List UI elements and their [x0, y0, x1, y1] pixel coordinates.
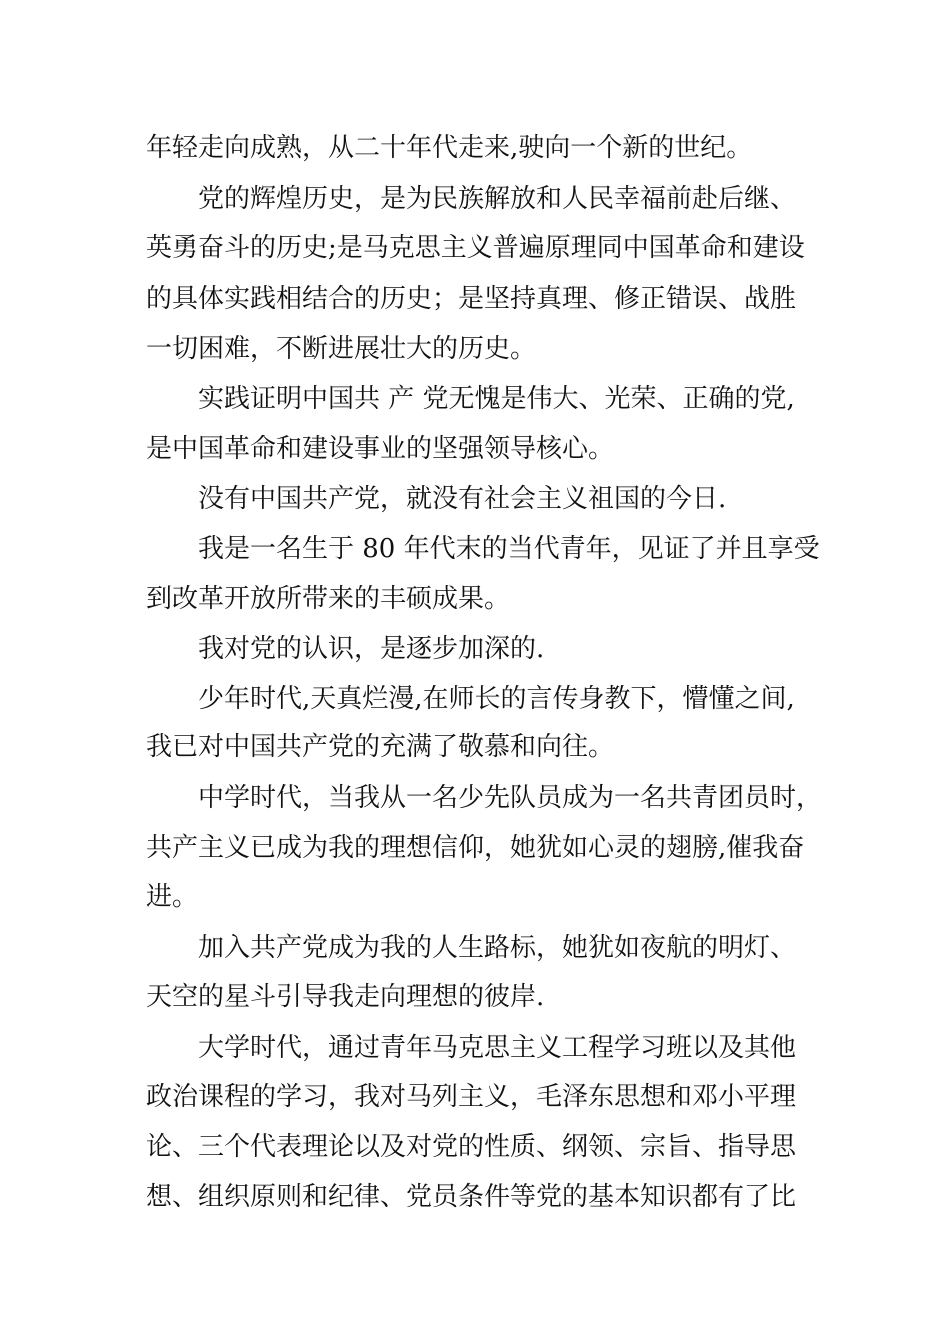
- text-line: 加入共产党成为我的人生路标，她犹如夜航的明灯、: [198, 933, 797, 963]
- text-line: 实践证明中国共 产 党无愧是伟大、光荣、正确的党,: [198, 384, 795, 414]
- text-line: 天空的星斗引导我走向理想的彼岸.: [146, 982, 545, 1012]
- text-line: 的具体实践相结合的历史；是坚持真理、修正错误、战胜: [146, 284, 797, 314]
- text-line: 英勇奋斗的历史;是马克思主义普遍原理同中国革命和建设: [146, 233, 805, 263]
- text-line: 一切困难，不断进展壮大的历史。: [146, 334, 537, 364]
- text-line: 年轻走向成熟，从二十年代走来,驶向一个新的世纪。: [146, 133, 753, 163]
- text-line: 我是一名生于 80 年代末的当代青年，见证了并且享受: [198, 534, 820, 564]
- text-line: 少年时代,天真烂漫,在师长的言传身教下，懵懂之间,: [198, 684, 795, 714]
- text-line: 党的辉煌历史，是为民族解放和人民幸福前赴后继、: [198, 184, 797, 214]
- text-line: 我对党的认识，是逐步加深的.: [198, 634, 545, 664]
- text-line: 进。: [146, 882, 199, 912]
- text-line: 大学时代，通过青年马克思主义工程学习班以及其他: [198, 1033, 797, 1063]
- text-line: 没有中国共产党，就没有社会主义祖国的今日.: [198, 484, 727, 514]
- text-line: 想、组织原则和纪律、党员条件等党的基本知识都有了比: [146, 1182, 797, 1212]
- text-line: 政治课程的学习，我对马列主义，毛泽东思想和邓小平理: [146, 1082, 797, 1112]
- text-line: 到改革开放所带来的丰硕成果。: [146, 584, 511, 614]
- text-line: 论、三个代表理论以及对党的性质、纲领、宗旨、指导思: [146, 1132, 797, 1162]
- text-line: 中学时代，当我从一名少先队员成为一名共青团员时，: [198, 783, 823, 813]
- text-line: 共产主义已成为我的理想信仰，她犹如心灵的翅膀,催我奋: [146, 833, 805, 863]
- text-line: 是中国革命和建设事业的坚强领导核心。: [146, 434, 615, 464]
- text-line: 我已对中国共产党的充满了敬慕和向往。: [146, 732, 615, 762]
